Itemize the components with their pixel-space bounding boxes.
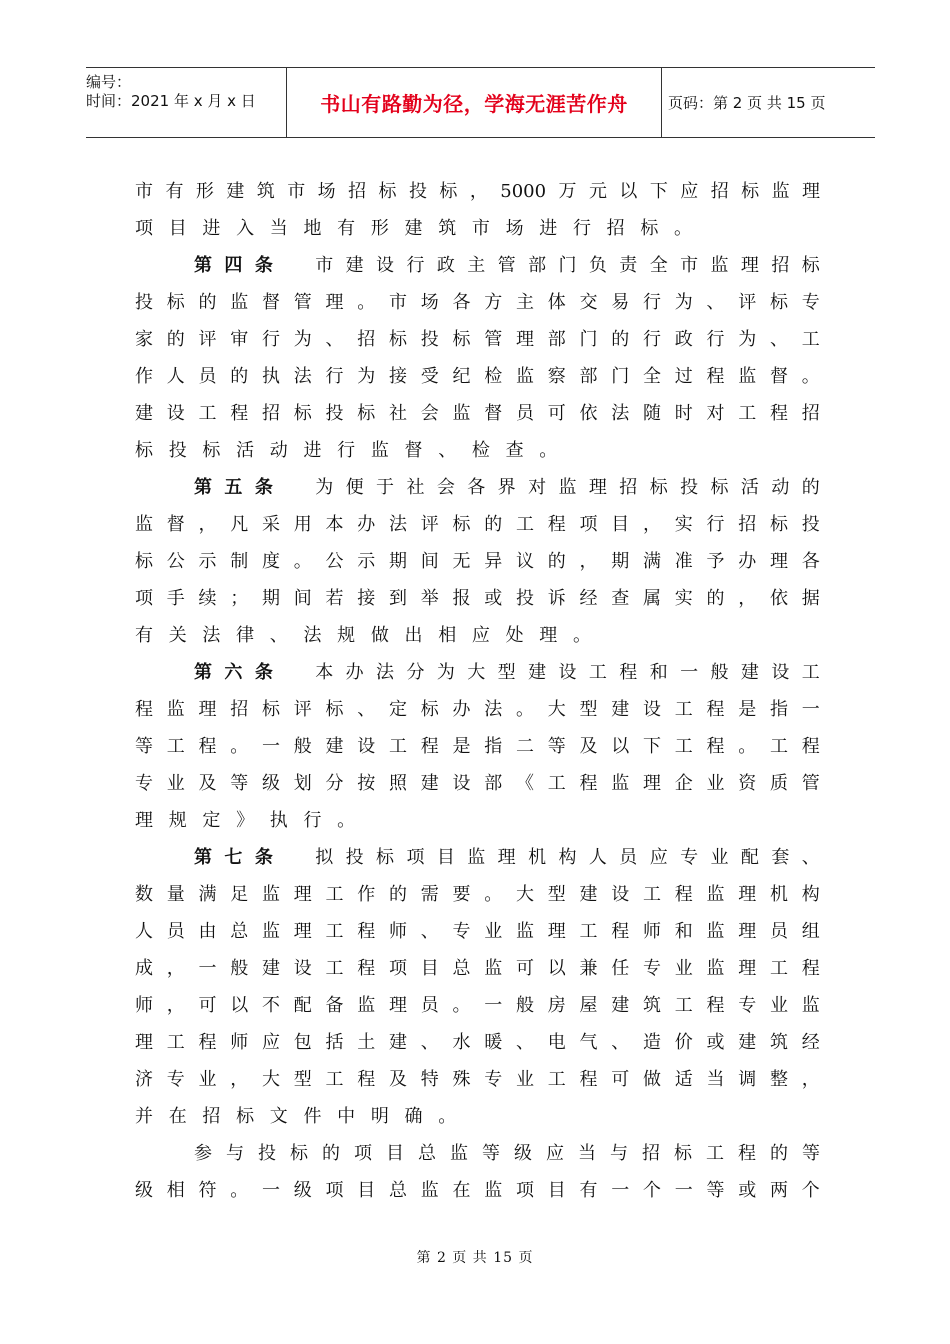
text-line: 济 专 业 ， 大 型 工 程 及 特 殊 专 业 工 程 可 做 适 当 调 整 ， xyxy=(135,1069,820,1090)
text-line: 等 工 程 。 一 般 建 设 工 程 是 指 二 等 及 以 下 工 程 。 工 程 xyxy=(135,736,820,757)
text-line: 作 人 员 的 执 法 行 为 接 受 纪 检 监 察 部 门 全 过 程 监 督 。 xyxy=(135,366,820,387)
text-line: 监 督 ， 凡 采 用 本 办 法 评 标 的 工 程 项 目 ， 实 行 招 标 投 xyxy=(135,514,820,535)
text-line: 理 工 程 师 应 包 括 土 建 、 水 暖 、 电 气 、 造 价 或 建 筑 经 xyxy=(135,1032,820,1053)
text-line: 成 ， 一 般 建 设 工 程 项 目 总 监 可 以 兼 任 专 业 监 理 工 程 xyxy=(135,958,820,979)
text-line: 师 ， 可 以 不 配 备 监 理 员 。 一 般 房 屋 建 筑 工 程 专 业 监 xyxy=(135,995,820,1016)
text-line: 第 四 条 市 建 设 行 政 主 管 部 门 负 责 全 市 监 理 招 标 xyxy=(194,255,820,276)
text-line: 专 业 及 等 级 划 分 按 照 建 设 部 《 工 程 监 理 企 业 资 质 管 xyxy=(135,773,820,794)
text-line: 人 员 由 总 监 理 工 程 师 、 专 业 监 理 工 程 师 和 监 理 员 组 xyxy=(135,921,820,942)
page-header xyxy=(86,67,875,138)
text-line: 参 与 投 标 的 项 目 总 监 等 级 应 当 与 招 标 工 程 的 等 xyxy=(194,1143,820,1164)
text-line: 建 设 工 程 招 标 投 标 社 会 监 督 员 可 依 法 随 时 对 工 程 招 xyxy=(135,403,820,424)
text-line: 项 手 续 ； 期 间 若 接 到 举 报 或 投 诉 经 查 属 实 的 ， 依 据 xyxy=(135,588,820,609)
text-line: 家 的 评 审 行 为 、 招 标 投 标 管 理 部 门 的 行 政 行 为 、 工 xyxy=(135,329,820,350)
document-date: 时间：2021 年 x 月 x 日 xyxy=(86,92,256,110)
text-line: 标 公 示 制 度 。 公 示 期 间 无 异 议 的 ， 期 满 准 予 办 理 各 xyxy=(135,551,820,572)
header-page-number: 页码：第 2 页 共 15 页 xyxy=(668,94,826,112)
text-line: 第 六 条 本 办 法 分 为 大 型 建 设 工 程 和 一 般 建 设 工 xyxy=(194,662,820,683)
text-line: 并 在 招 标 文 件 中 明 确 。 xyxy=(135,1106,457,1127)
text-line: 有 关 法 律 、 法 规 做 出 相 应 处 理 。 xyxy=(135,625,591,646)
header-motto: 书山有路勤为径，学海无涯苦作舟 xyxy=(286,68,662,137)
text-line: 数 量 满 足 监 理 工 作 的 需 要 。 大 型 建 设 工 程 监 理 机 构 xyxy=(135,884,820,905)
text-line: 标 投 标 活 动 进 行 监 督 、 检 查 。 xyxy=(135,440,558,461)
text-line: 级 相 符 。 一 级 项 目 总 监 在 监 项 目 有 一 个 一 等 或 两 个 xyxy=(135,1180,820,1201)
document-body xyxy=(135,173,820,1209)
text-line: 市 有 形 建 筑 市 场 招 标 投 标 ， 5000 万 元 以 下 应 招 标 监 理 xyxy=(135,181,820,202)
text-line: 第 五 条 为 便 于 社 会 各 界 对 监 理 招 标 投 标 活 动 的 xyxy=(194,477,820,498)
header-meta xyxy=(86,68,286,137)
text-line: 第 七 条 拟 投 标 项 目 监 理 机 构 人 员 应 专 业 配 套 、 xyxy=(194,847,820,868)
document-number-label: 编号： xyxy=(86,73,132,91)
text-line: 程 监 理 招 标 评 标 、 定 标 办 法 。 大 型 建 设 工 程 是 指 一 xyxy=(135,699,820,720)
text-line: 项 目 进 入 当 地 有 形 建 筑 市 场 进 行 招 标 。 xyxy=(135,218,692,239)
page-footer: 第 2 页 共 15 页 xyxy=(416,1250,534,1266)
text-line: 理 规 定 》 执 行 。 xyxy=(135,810,356,831)
text-line: 投 标 的 监 督 管 理 。 市 场 各 方 主 体 交 易 行 为 、 评 标 专 xyxy=(135,292,820,313)
